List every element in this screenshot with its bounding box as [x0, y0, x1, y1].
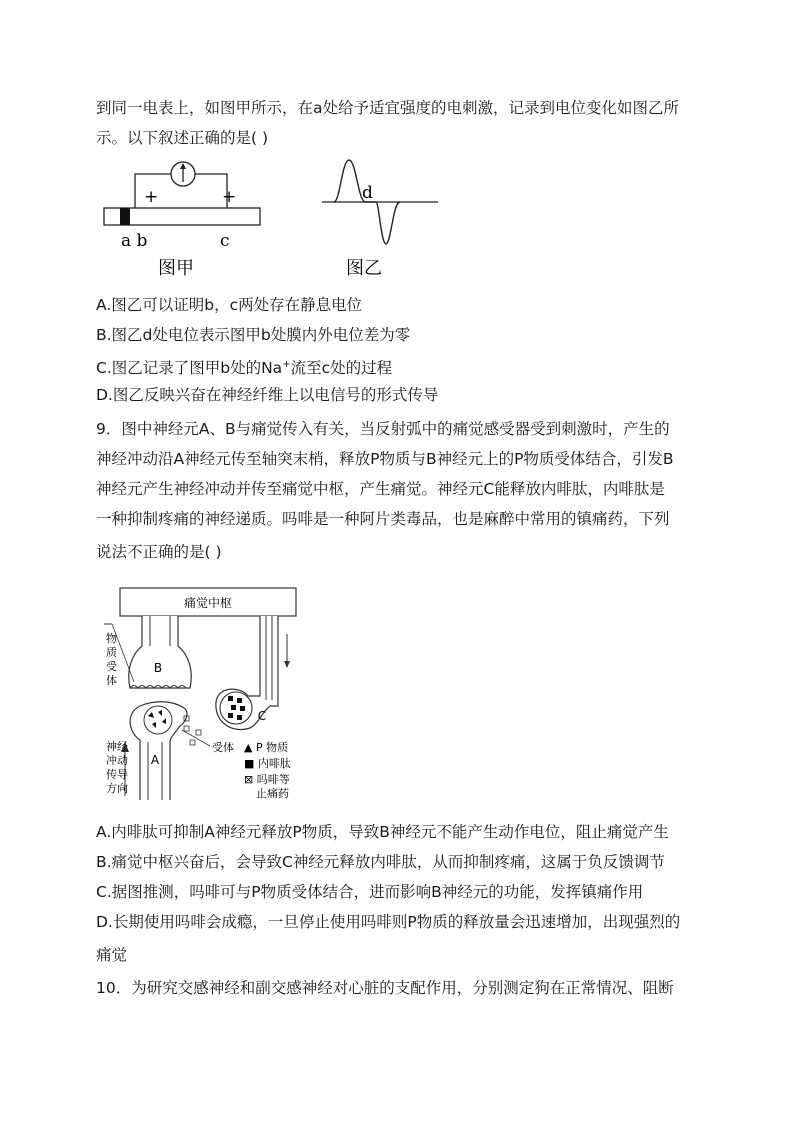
- label-ab: a b: [121, 231, 148, 251]
- receptor-char-2: 质: [106, 646, 117, 659]
- caption-yi: 图乙: [346, 258, 382, 279]
- legend-endorphin: ■ 内啡肽: [244, 757, 291, 770]
- neuron-b: [129, 616, 192, 688]
- receptor-char-1: 物: [106, 632, 117, 645]
- q9-option-a: A.内啡肽可抑制A神经元释放P物质，导致B神经元不能产生动作电位，阻止痛觉产生: [96, 823, 669, 841]
- impulse-label-1: 神经: [106, 740, 128, 753]
- q8-option-b: B.图乙d处电位表示图甲b处膜内外电位差为零: [96, 326, 411, 344]
- label-a: A: [150, 753, 160, 767]
- q8-stem-line1: 到同一电表上，如图甲所示，在a处给予适宜强度的电刺激，记录到电位变化如图乙所: [96, 99, 680, 117]
- label-c-neuron: C: [257, 709, 267, 723]
- q8-option-d: D.图乙反映兴奋在神经纤维上以电信号的形式传导: [96, 386, 439, 404]
- receptor-char-3: 受: [106, 660, 117, 673]
- q9-option-c: C.据图推测，吗啡可与P物质受体结合，进而影响B神经元的功能，发挥镇痛作用: [96, 883, 644, 901]
- q9-option-b: B.痛觉中枢兴奋后，会导致C神经元释放内啡肽，从而抑制疼痛，这属于负反馈调节: [96, 853, 665, 871]
- receptor-char-4: 体: [106, 674, 117, 687]
- q9-stem-line3: 神经元产生神经冲动并传至痛觉中枢，产生痛觉。神经元C能释放内啡肽，内啡肽是: [96, 480, 665, 498]
- impulse-label-4: 方向: [106, 782, 128, 795]
- figure-jia: [100, 154, 265, 280]
- figure-yi: [318, 154, 443, 280]
- q9-option-d-line2: 痛觉: [96, 946, 128, 964]
- q8-option-a: A.图乙可以证明b，c两处存在静息电位: [96, 296, 363, 314]
- impulse-label-3: 传导: [106, 768, 128, 781]
- q9-option-d-line1: D.长期使用吗啡会成瘾，一旦停止使用吗啡则P物质的释放量会迅速增加，出现强烈的: [96, 913, 681, 931]
- neuron-a: [130, 702, 187, 800]
- q10-stem-line1: 10．为研究交感神经和副交感神经对心脏的支配作用，分别测定狗在正常情况、阻断: [96, 979, 674, 997]
- label-b: B: [153, 661, 163, 675]
- impulse-label-2: 冲动: [106, 754, 128, 767]
- neuron-diagram: [100, 584, 315, 804]
- legend-p-substance: ▲ P 物质: [244, 741, 289, 754]
- label-c: c: [220, 231, 230, 251]
- label-d: d: [362, 183, 373, 203]
- receptor-label: 受体: [212, 741, 234, 754]
- q9-stem-line5: 说法不正确的是( ): [96, 543, 222, 561]
- neuron-c: [216, 616, 278, 730]
- stimulus-block: [120, 208, 130, 225]
- legend-morphine: ⊠ 吗啡等: [244, 773, 290, 786]
- q8-option-c: C.图乙记录了图甲b处的Na+流至c处的过程: [96, 359, 393, 377]
- pain-center-label: 痛觉中枢: [183, 596, 233, 610]
- q9-stem-line4: 一种抑制疼痛的神经递质。吗啡是一种阿片类毒品，也是麻醉中常用的镇痛药，下列: [96, 510, 670, 528]
- q8-stem-line2: 示。以下叙述正确的是( ): [96, 129, 269, 147]
- plus-sign-left: +: [144, 187, 159, 207]
- q9-stem-line1: 9．图中神经元A、B与痛觉传入有关，当反射弧中的痛觉感受器受到刺激时，产生的: [96, 420, 670, 438]
- plus-sign-right: +: [222, 187, 237, 207]
- legend-morphine-2: 止痛药: [256, 787, 289, 800]
- caption-jia: 图甲: [158, 258, 194, 279]
- q9-stem-line2: 神经冲动沿A神经元传至轴突末梢，释放P物质与B神经元上的P物质受体结合，引发B: [96, 450, 674, 468]
